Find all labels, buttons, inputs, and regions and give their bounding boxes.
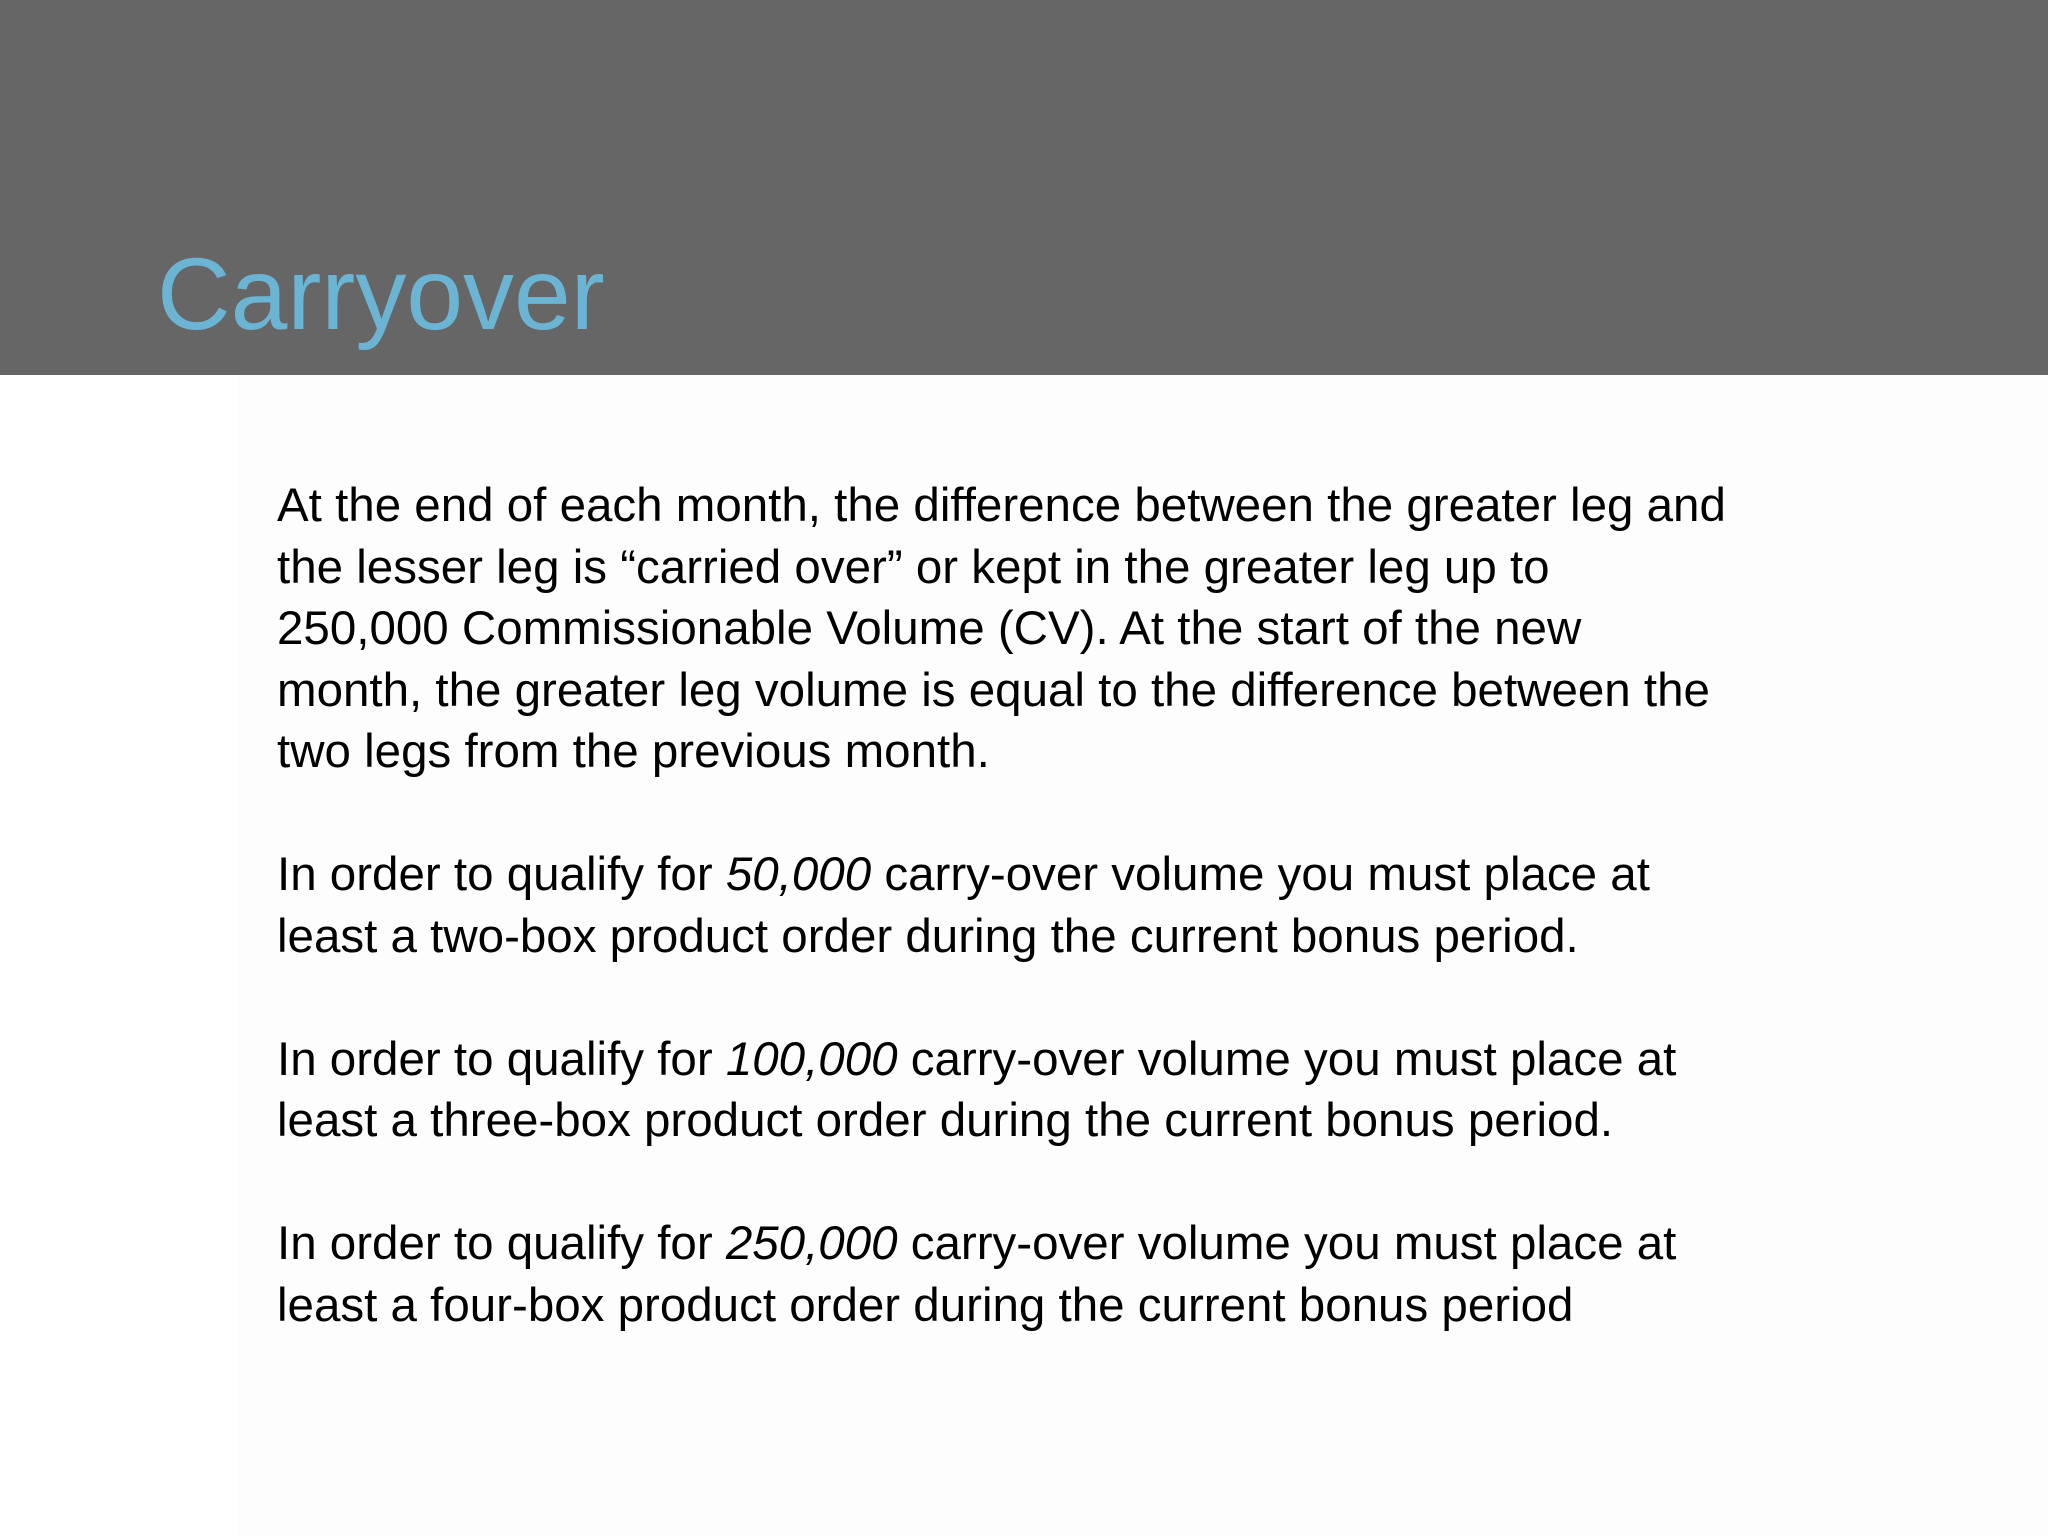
tier-prefix: In order to qualify for: [277, 1217, 726, 1270]
tier-suffix: carry-over volume you must place at: [871, 848, 1650, 901]
tier-suffix: carry-over volume you must place at: [897, 1032, 1677, 1086]
tier-requirement: least a three-box product order during the current bonus period.: [277, 1094, 1614, 1147]
tier-line: [277, 1213, 1877, 1275]
tier-line: [277, 844, 1877, 906]
tier-prefix: In order to qualify for: [277, 1032, 726, 1086]
tier-paragraph-100000: [277, 1029, 1877, 1152]
intro-paragraph: [277, 475, 1877, 783]
tier-amount: 50,000: [725, 848, 872, 901]
slide-title: Carryover: [157, 237, 605, 351]
tier-prefix: In order to qualify for: [277, 848, 726, 901]
intro-line: month, the greater leg volume is equal to the difference between the: [277, 663, 1710, 717]
tier-suffix: carry-over volume you must place at: [897, 1217, 1677, 1270]
tier-paragraph-50000: [277, 844, 1877, 967]
tier-line: [277, 1029, 1877, 1091]
intro-line: the lesser leg is “carried over” or kept in the greater leg up to: [277, 540, 1550, 594]
intro-line: two legs from the previous month.: [277, 725, 990, 778]
tier-paragraph-250000: [277, 1213, 1877, 1336]
intro-line: At the end of each month, the difference between the greater leg and: [277, 479, 1726, 532]
tier-amount: 100,000: [725, 1032, 898, 1086]
slide-body: [277, 475, 1877, 1336]
tier-amount: 250,000: [725, 1217, 898, 1270]
tier-requirement: least a four-box product order during the current bonus period: [277, 1278, 1574, 1332]
intro-line: 250,000 Commissionable Volume (CV). At the start of the new: [277, 602, 1582, 655]
tier-requirement: least a two-box product order during the current bonus period.: [277, 909, 1579, 963]
